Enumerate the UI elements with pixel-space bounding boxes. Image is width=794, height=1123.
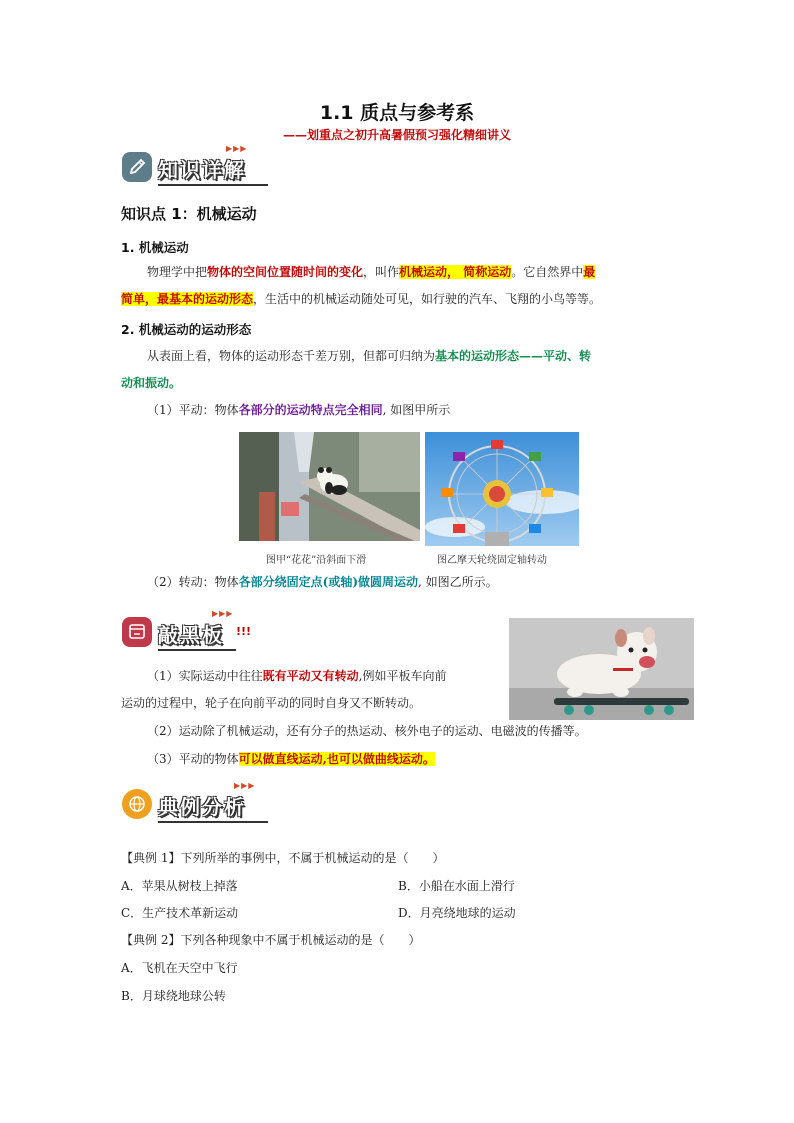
note-3: （3）平动的物体可以做直线运动,也可以做曲线运动。	[147, 752, 435, 766]
translation-item: （1）平动：物体各部分的运动特点完全相同, 如图甲所示	[147, 403, 451, 417]
note-2: （2）运动除了机械运动，还有分子的热运动、核外电子的运动、电磁波的传播等。	[147, 724, 587, 738]
divider	[158, 821, 268, 823]
note-1: （1）实际运动中往往既有平动又有转动,例如平板车向前 运动的过程中，轮子在向前平动的同时自身又不断转动。	[121, 669, 447, 710]
divider	[158, 184, 268, 186]
section-header-blackboard	[122, 609, 262, 653]
section-label: 典例分析	[158, 795, 246, 819]
section-header-examples	[122, 781, 272, 825]
divider	[158, 649, 236, 651]
exclamation-marks: !!!	[236, 625, 252, 638]
pencil-icon	[122, 152, 152, 182]
caption-2: 图乙摩天轮绕固定轴转动	[437, 555, 547, 566]
example-2-option-b: B．月球绕地球公转	[121, 989, 226, 1003]
board-icon	[122, 617, 152, 647]
example-2-stem: 【典例 2】下列各种现象中不属于机械运动的是（ ）	[121, 933, 421, 947]
kp1-heading-2: 2. 机械运动的运动形态	[121, 322, 252, 337]
example-2-option-a: A．飞机在天空中飞行	[121, 961, 238, 975]
panda-slide-photo	[239, 432, 420, 541]
arrows-decoration: ▶▶▶	[234, 781, 256, 790]
kp1-title: 知识点 1：机械运动	[121, 205, 257, 223]
rotation-item: （2）转动：物体各部分绕固定点(或轴)做圆周运动, 如图乙所示。	[147, 575, 498, 589]
arrows-decoration: ▶▶▶	[212, 609, 234, 618]
page-subtitle: ——划重点之初升高暑假预习强化精细讲义	[282, 128, 511, 142]
caption-1: 图甲“花花”沿斜面下滑	[266, 555, 367, 566]
example-1-option-d: D．月亮绕地球的运动	[398, 906, 516, 920]
globe-icon	[122, 789, 152, 819]
kp1-paragraph-1: 物理学中把物体的空间位置随时间的变化，叫作机械运动， 简称运动。它自然界中最 简单，最基本的运动形态，生活中的机械运动随处可见，如行驶的汽车、飞翔的小鸟等等。	[121, 265, 602, 306]
example-1-option-c: C．生产技术革新运动	[121, 906, 239, 920]
kp1-paragraph-2: 从表面上看，物体的运动形态千差万别，但都可归纳为基本的运动形态——平动、转 动和振动。	[121, 349, 592, 390]
section-label: 敲黑板	[158, 623, 224, 647]
example-1-option-b: B．小船在水面上滑行	[398, 879, 515, 893]
section-header-knowledge	[122, 144, 272, 188]
example-1-stem: 【典例 1】下列所举的事例中，不属于机械运动的是（ ）	[121, 851, 445, 865]
page-title: 1.1 质点与参考系	[319, 102, 475, 124]
kp1-heading-1: 1. 机械运动	[121, 240, 189, 255]
bulldog-skateboard-photo	[509, 618, 694, 720]
ferris-wheel-photo	[425, 432, 579, 546]
section-label: 知识详解	[158, 158, 246, 182]
arrows-decoration: ▶▶▶	[226, 144, 248, 153]
example-1-option-a: A．苹果从树枝上掉落	[121, 879, 238, 893]
